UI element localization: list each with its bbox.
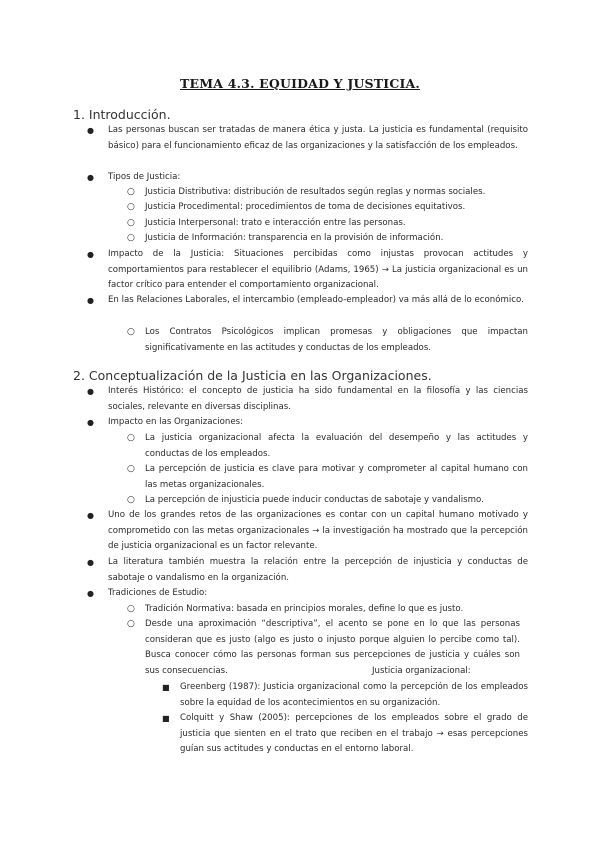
paragraph-literatura: La literatura también muestra la relación entre la percepción de injusticia y conductas de sabotaje o vandalismo en la organización.: [108, 557, 528, 583]
bullet-circle-icon: ○: [127, 233, 135, 243]
list-item-impact: La percepción de justicia es clave para motivar y comprometer al capital humano con las metas organizacionales.: [145, 464, 528, 490]
page-title: TEMA 4.3. EQUIDAD Y JUSTICIA.: [180, 76, 420, 91]
paragraph-impacto-org: Impacto en las Organizaciones:: [108, 417, 243, 427]
bullet-dot-icon: ●: [87, 126, 94, 135]
list-item-type: Justicia Procedimental: procedimientos de toma de decisiones equitativos.: [145, 202, 466, 212]
definition-greenberg: Greenberg (1987): Justicia organizacional como la percepción de los empleados sobre la equidad de los acontecimientos en su organización.: [180, 682, 528, 708]
section-heading-conceptualizacion: 2. Conceptualización de la Justicia en las Organizaciones.: [73, 368, 432, 383]
paragraph-contratos: Los Contratos Psicológicos implican promesas y obligaciones que impactan significativamente en las actitudes y conductas de los empleados.: [145, 327, 528, 353]
list-item-impact: La percepción de injusticia puede inducir conductas de sabotaje y vandalismo.: [145, 495, 484, 505]
paragraph-tradiciones: Tradiciones de Estudio:: [108, 588, 208, 598]
bullet-dot-icon: ●: [87, 173, 94, 182]
list-item-type: Justicia Interpersonal: trato e interacción entre las personas.: [145, 218, 406, 228]
bullet-square-icon: ■: [162, 714, 170, 723]
bullet-circle-icon: ○: [127, 495, 135, 505]
bullet-dot-icon: ●: [87, 250, 94, 259]
bullet-dot-icon: ●: [87, 589, 94, 598]
definition-colquitt: Colquitt y Shaw (2005): percepciones de los empleados sobre el grado de justicia que sienten en el trato que reciben en el trabajo → esas percepciones guían sus actitudes y conductas en el entorno laboral.: [180, 713, 528, 754]
bullet-circle-icon: ○: [127, 433, 135, 443]
bullet-dot-icon: ●: [87, 296, 94, 305]
bullet-dot-icon: ●: [87, 418, 94, 427]
bullet-circle-icon: ○: [127, 218, 135, 228]
bullet-dot-icon: ●: [87, 558, 94, 567]
bullet-circle-icon: ○: [127, 327, 135, 337]
list-item-type: Justicia de Información: transparencia en la provisión de información.: [145, 233, 444, 243]
list-item-tradicion-normativa: Tradición Normativa: basada en principios morales, define lo que es justo.: [145, 604, 464, 614]
bullet-circle-icon: ○: [127, 604, 135, 614]
bullet-dot-icon: ●: [87, 387, 94, 396]
bullet-circle-icon: ○: [127, 464, 135, 474]
label-justicia-organizacional: Justicia organizacional:: [372, 666, 471, 676]
paragraph-relaciones: En las Relaciones Laborales, el intercambio (empleado-empleador) va más allá de lo económico.: [108, 295, 524, 305]
list-item-type: Justicia Distributiva: distribución de resultados según reglas y normas sociales.: [145, 187, 486, 197]
paragraph-interes: Interés Histórico: el concepto de justicia ha sido fundamental en la filosofía y las ciencias sociales, relevante en diversas disciplinas.: [108, 386, 528, 412]
bullet-circle-icon: ○: [127, 187, 135, 197]
paragraph-impacto: Impacto de la Justicia: Situaciones percibidas como injustas provocan actitudes y comportamientos para restablecer el equilibrio (Adams, 1965) → La justicia organizacional es un factor crítico para entender el comportamiento organizacional.: [108, 249, 528, 290]
paragraph-tipos: Tipos de Justicia:: [108, 172, 181, 182]
bullet-square-icon: ■: [162, 683, 170, 692]
list-item-impact: La justicia organizacional afecta la evaluación del desempeño y las actitudes y conductas de los empleados.: [145, 433, 528, 459]
bullet-circle-icon: ○: [127, 619, 135, 629]
paragraph-retos: Uno de los grandes retos de las organizaciones es contar con un capital humano motivado y comprometido con las metas organizacionales → la investigación ha mostrado que la percepción de justicia organizacional es un factor relevante.: [108, 510, 528, 551]
bullet-circle-icon: ○: [127, 202, 135, 212]
bullet-dot-icon: ●: [87, 511, 94, 520]
section-heading-introduccion: 1. Introducción.: [73, 107, 171, 122]
list-item-tradicion-descriptiva: Desde una aproximación “descriptiva”, el acento se pone en lo que las personas consideran que es justo (algo es justo o injusto porque alguien lo percibe como tal). Busca conocer cómo las personas forman sus percepciones de justicia y cuáles son sus consecuencias.: [145, 619, 520, 676]
paragraph-intro: Las personas buscan ser tratadas de manera ética y justa. La justicia es fundamental (requisito básico) para el funcionamiento eficaz de las organizaciones y la satisfacción de los empleados.: [108, 125, 528, 151]
